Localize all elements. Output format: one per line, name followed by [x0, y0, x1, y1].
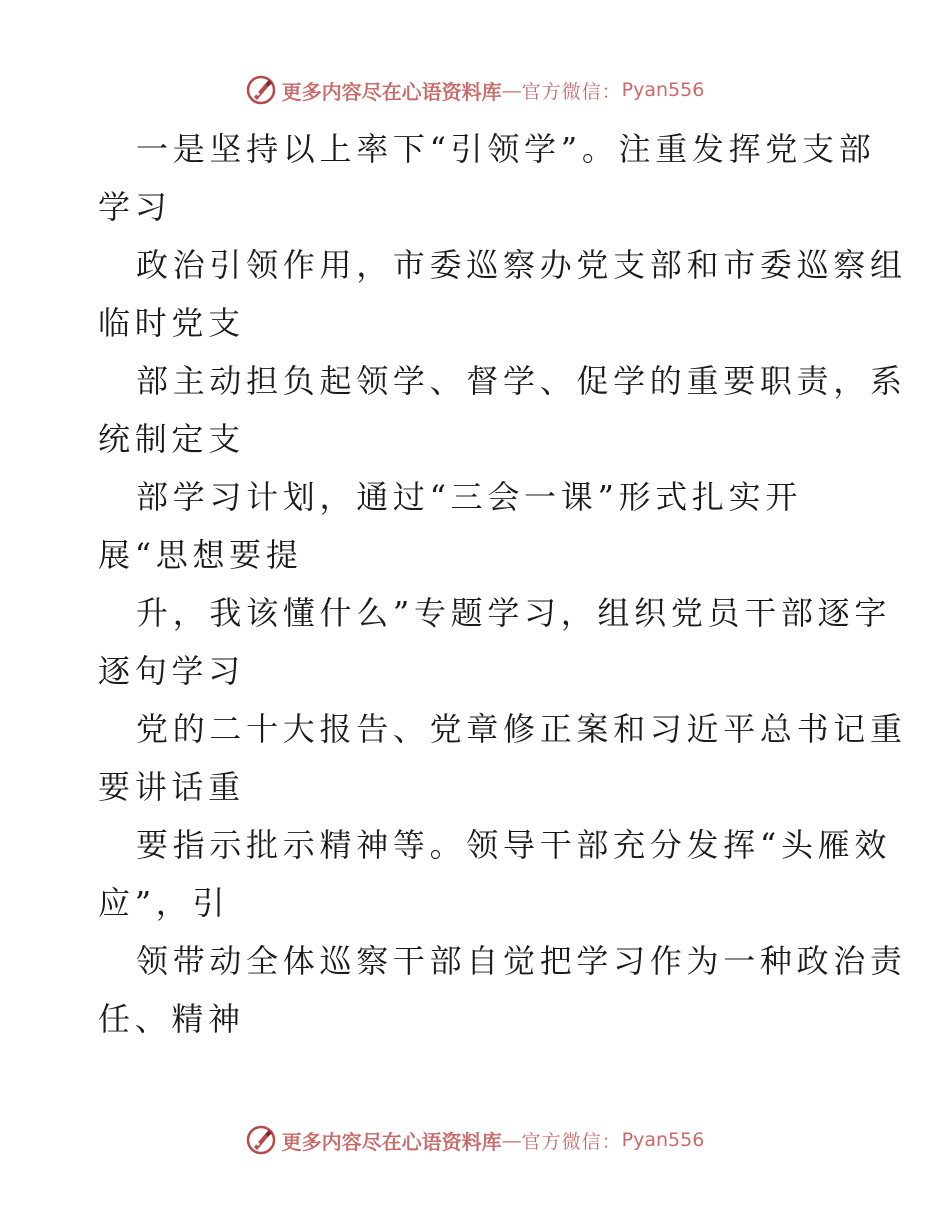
footer-watermark: [0, 1120, 950, 1160]
body-line: 部学习计划，通过“三会一课”形式扎实开: [136, 478, 803, 516]
footer-separator: —: [501, 1128, 522, 1152]
header-watermark: [0, 70, 950, 110]
footer-wechat-label: 官方微信：: [521, 1130, 622, 1153]
footer-wechat-account: Pyan556: [621, 1129, 705, 1151]
body-line: 临时党支: [98, 304, 245, 342]
header-separator: —: [501, 78, 522, 102]
header-wechat-label: 官方微信：: [521, 80, 622, 103]
body-line: 学习: [98, 188, 172, 226]
body-line: 任、精神: [98, 1000, 245, 1038]
pen-nib-logo-icon: [246, 75, 276, 105]
footer-main-text: 更多内容尽在心语资料库: [281, 1129, 502, 1154]
body-line: 政治引领作用，市委巡察办党支部和市委巡察组: [136, 246, 907, 284]
body-line: 领带动全体巡察干部自觉把学习作为一种政治责: [136, 942, 907, 980]
body-line: 应”，引: [98, 884, 230, 922]
body-line: 展“思想要提: [98, 536, 303, 574]
header-wechat-account: Pyan556: [621, 79, 705, 101]
header-main-text: 更多内容尽在心语资料库: [281, 79, 502, 104]
body-line: 逐句学习: [98, 652, 245, 690]
body-line: 统制定支: [98, 420, 245, 458]
pen-nib-logo-icon: [246, 1125, 276, 1155]
document-body: [98, 120, 907, 1048]
body-line: 党的二十大报告、党章修正案和习近平总书记重: [136, 710, 907, 748]
body-line: 要讲话重: [98, 768, 245, 806]
body-line: 升，我该懂什么”专题学习，组织党员干部逐字: [136, 594, 892, 632]
body-line: 要指示批示精神等。领导干部充分发挥“头雁效: [136, 826, 892, 864]
body-line: 部主动担负起领学、督学、促学的重要职责，系: [136, 362, 907, 400]
body-line: 一是坚持以上率下“引领学”。注重发挥党支部: [136, 130, 876, 168]
